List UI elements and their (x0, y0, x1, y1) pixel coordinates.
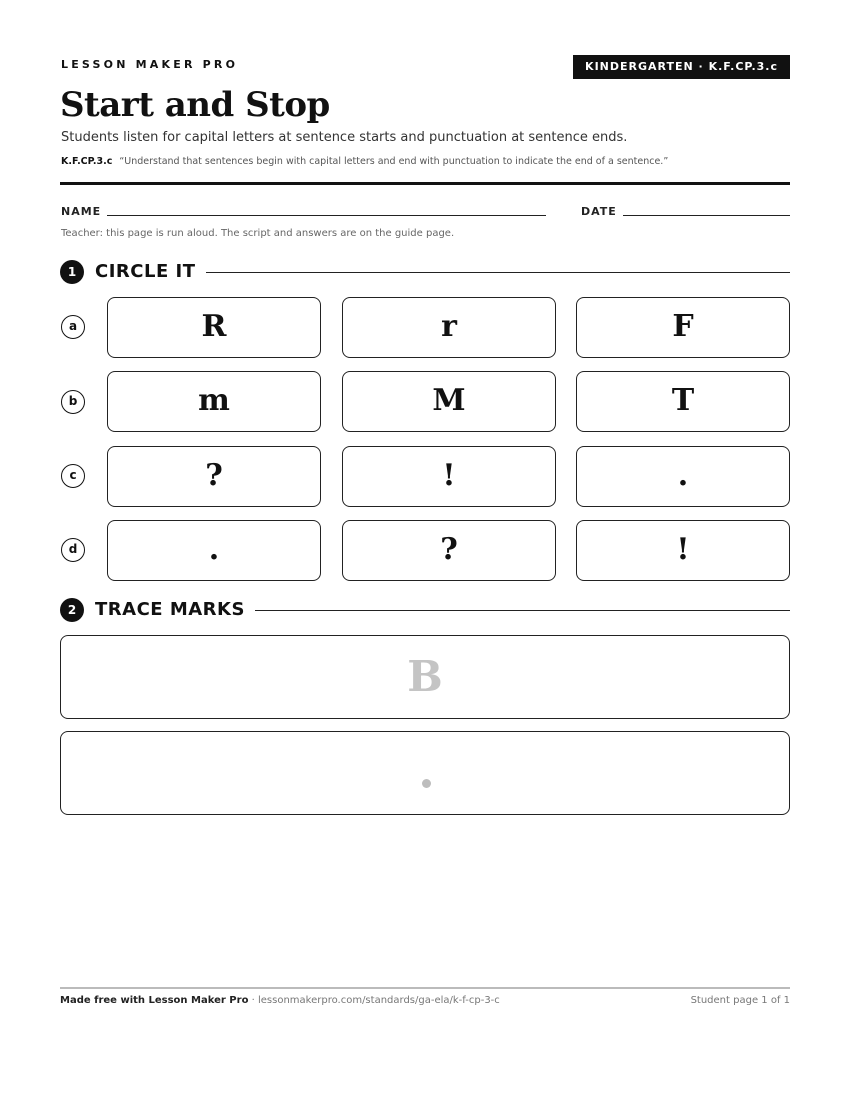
page-title: Start and Stop (60, 85, 330, 125)
trace-letter: B (407, 652, 443, 701)
row-label-a: a (61, 315, 85, 339)
standard-code: K.F.CP.3.c (61, 156, 113, 167)
standard-statement (61, 156, 668, 167)
choice-glyph: ? (440, 532, 458, 567)
section-trace-marks-header (60, 598, 790, 622)
choice-glyph: . (677, 458, 689, 493)
name-label: NAME (61, 205, 102, 218)
section-title: CIRCLE IT (95, 260, 206, 284)
choice-box[interactable] (342, 446, 556, 507)
trace-box[interactable] (60, 635, 790, 719)
choice-glyph: ? (205, 458, 223, 493)
row-label-b: b (61, 390, 85, 414)
choice-glyph: T (671, 383, 695, 418)
choice-box[interactable] (342, 371, 556, 432)
standard-text: “Understand that sentences begin with capital letters and end with punctuation to indicate the end of a sentence.” (119, 156, 669, 167)
choice-glyph: F (672, 309, 694, 344)
row-label-c: c (61, 464, 85, 488)
choice-box[interactable] (576, 371, 790, 432)
choice-glyph: m (198, 383, 230, 418)
choice-box[interactable] (107, 297, 321, 358)
page-subtitle: Students listen for capital letters at sentence starts and punctuation at sentence ends. (61, 130, 628, 145)
trace-period-dot (422, 779, 431, 788)
footer-brand: Made free with Lesson Maker Pro (60, 995, 249, 1006)
name-field[interactable] (107, 215, 546, 216)
section-number: 2 (60, 598, 84, 622)
footer-divider (60, 987, 790, 989)
choice-glyph: ! (676, 532, 690, 567)
teacher-note: Teacher: this page is run aloud. The script and answers are on the guide page. (61, 228, 455, 239)
choice-box[interactable] (342, 520, 556, 581)
footer-credit (60, 995, 500, 1006)
footer-url[interactable]: · lessonmakerpro.com/standards/ga-ela/k-f-cp-3-c (248, 995, 500, 1006)
choice-box[interactable] (576, 446, 790, 507)
date-label: DATE (581, 205, 617, 218)
grade-badge: KINDERGARTEN · K.F.CP.3.c (573, 55, 790, 79)
choice-box[interactable] (576, 297, 790, 358)
choice-glyph: M (432, 383, 466, 418)
choice-box[interactable] (342, 297, 556, 358)
section-title: TRACE MARKS (95, 598, 255, 622)
choice-glyph: . (208, 532, 220, 567)
section-number: 1 (60, 260, 84, 284)
header-divider (60, 182, 790, 185)
choice-box[interactable] (576, 520, 790, 581)
choice-box[interactable] (107, 446, 321, 507)
trace-box[interactable] (60, 731, 790, 815)
brand-name: LESSON MAKER PRO (61, 58, 239, 71)
choice-box[interactable] (107, 520, 321, 581)
date-field[interactable] (623, 215, 790, 216)
choice-box[interactable] (107, 371, 321, 432)
row-label-d: d (61, 538, 85, 562)
choice-glyph: r (441, 309, 457, 344)
page-indicator: Student page 1 of 1 (690, 995, 790, 1006)
choice-glyph: R (201, 309, 227, 344)
section-circle-it-header (60, 260, 790, 284)
choice-glyph: ! (442, 458, 456, 493)
